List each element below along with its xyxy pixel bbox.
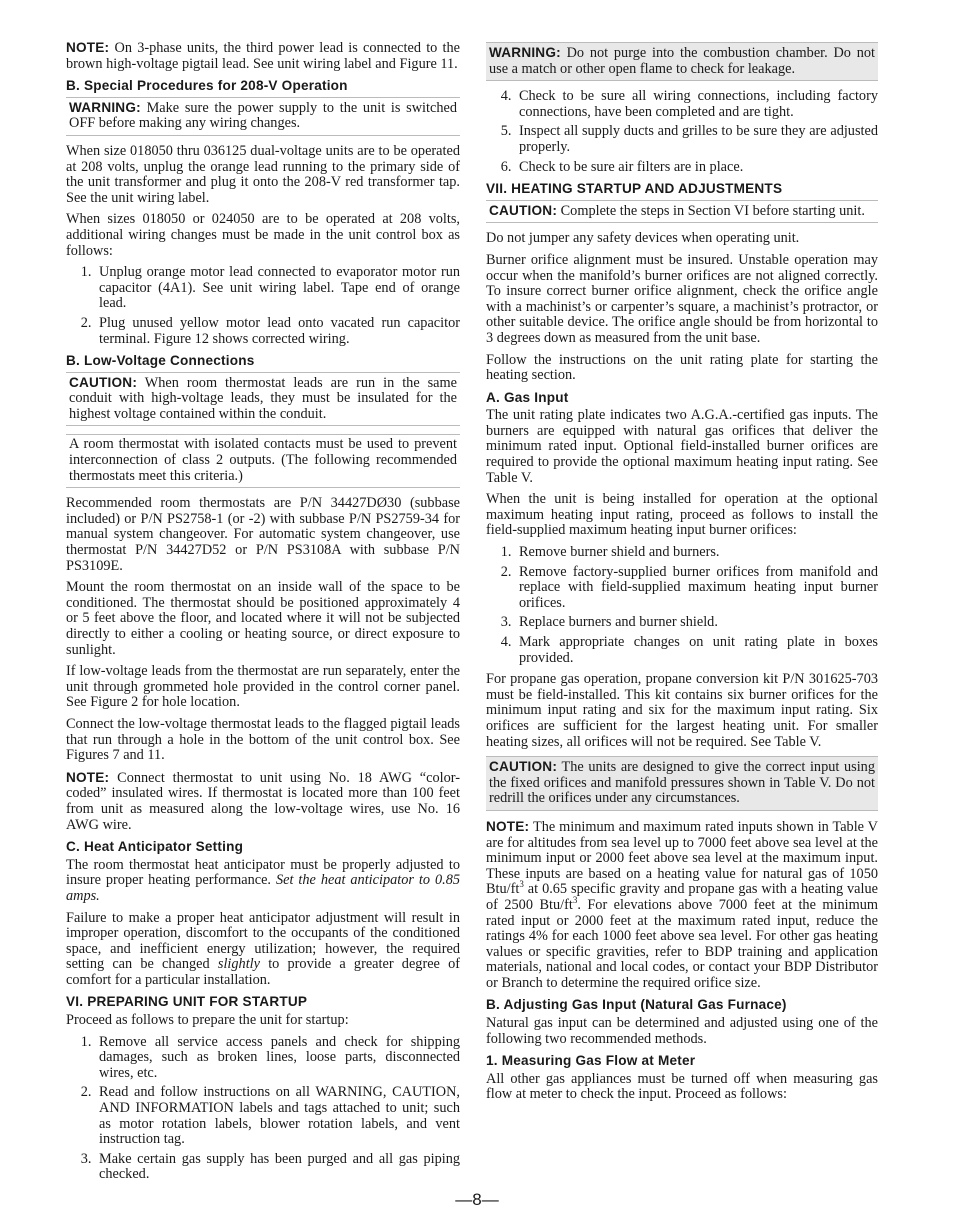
- paragraph: Mount the room thermostat on an inside wall of the space to be conditioned. The thermostat should be positioned approximately 4 or 5 feet above the floor, and located where it will not be subjected directly to either a cooling or heating source, or direct exposure to sunlight.: [66, 579, 460, 658]
- paragraph: All other gas appliances must be turned off when measuring gas flow at meter to check the input. Proceed as follows:: [486, 1070, 878, 1103]
- caution-box-conduit: [66, 372, 460, 427]
- paragraph: [66, 858, 460, 905]
- note-label: NOTE:: [66, 40, 110, 55]
- list-item: 4. Mark appropriate changes on unit rating plate in boxes provided.: [515, 635, 878, 666]
- list-item: 6. Check to be sure air filters are in place.: [515, 160, 878, 176]
- list-item: 1. Remove burner shield and burners.: [515, 545, 878, 561]
- paragraph: Proceed as follows to prepare the unit for startup:: [66, 1012, 349, 1029]
- wiring-steps-list: [66, 265, 460, 347]
- warning-label: WARNING:: [69, 99, 141, 115]
- paragraph: Connect the low-voltage thermostat leads to the flagged pigtail leads that run through a hole in the bottom of the unit control box. See Figures 7 and 11.: [66, 715, 460, 764]
- paragraph: Burner orifice alignment must be insured. Unstable operation may occur when the manifold’s burner orifices are not aligned correctly. To insure correct burner orifice alignment, check the orifice angle with a machinist’s or carpenter’s square, a machinist’s protractor, or other suitable device. The orifice angle should be from horizontal to 3 degrees down as measured from the unit base.: [486, 251, 878, 346]
- superscript: 3: [572, 895, 578, 906]
- startup-steps-list-continued: [486, 89, 878, 175]
- paragraph: When size 018050 thru 036125 dual-voltage units are to be operated at 208 volts, unplug the orange lead running to the primary side of the unit transformer and plug it onto the 208-V red transformer tap. See the unit wiring label.: [66, 142, 460, 206]
- note-altitude: [486, 819, 878, 992]
- left-column: [66, 40, 460, 1189]
- warning-text: Make sure the power supply to the unit is switched OFF before making any wiring changes.: [69, 99, 457, 132]
- warning-box-power: [66, 97, 460, 136]
- paragraph: For propane gas operation, propane conversion kit P/N 301625-703 must be field-installed. This kit contains six burner orifices for the minimum input rating and six for the maximum input rating. Six orifices are sufficient for the largest heating unit. For smaller heating sizes, all orifices will not be required. See Table V.: [486, 671, 878, 750]
- text: The room thermostat heat anticipator must be properly adjusted to insure proper heating performance.: [66, 856, 460, 889]
- caution-label: CAUTION:: [69, 374, 138, 390]
- paragraph: [66, 911, 460, 989]
- note-text: On 3-phase units, the third power lead is connected to the brown high-voltage pigtail lead. See unit wiring label and Figure 11.: [66, 40, 461, 72]
- caution-box-section-vi: [486, 200, 878, 224]
- caution-label: CAUTION:: [489, 202, 558, 218]
- warning-label: WARNING:: [489, 45, 561, 60]
- caution-label: CAUTION:: [489, 759, 558, 775]
- paragraph: When sizes 018050 or 024050 are to be operated at 208 volts, additional wiring changes must be made in the unit control box as follows:: [66, 211, 460, 259]
- heading-low-voltage: B. Low-Voltage Connections: [66, 353, 255, 369]
- caution-text: The units are designed to give the correct input using the fixed orifices and manifold pressures shown in Table V. Do not redrill the orifices under any circumstances.: [489, 759, 875, 807]
- list-item: 1. Unplug orange motor lead connected to evaporator motor run capacitor (4A1). See unit wiring label. Tape end of orange lead.: [95, 265, 460, 312]
- heading-heating-startup: VII. HEATING STARTUP AND ADJUSTMENTS: [486, 181, 783, 197]
- caution-box-orifices: [486, 756, 878, 811]
- text: Failure to make a proper heat anticipator adjustment will result in improper operation, discomfort to the occupants of the conditioned space, and inefficient energy utilization; however, the required setting can be changed: [66, 909, 460, 973]
- note-label: NOTE:: [486, 818, 530, 834]
- list-item: 3. Make certain gas supply has been purged and all gas piping checked.: [95, 1152, 460, 1183]
- orifice-steps-list: [486, 545, 878, 666]
- note-label: NOTE:: [66, 769, 110, 785]
- note-3-phase: [66, 40, 460, 72]
- list-item: 2. Plug unused yellow motor lead onto vacated run capacitor terminal. Figure 12 shows corrected wiring.: [95, 316, 460, 347]
- paragraph: The unit rating plate indicates two A.G.A.-certified gas inputs. The burners are equipped with natural gas orifices that deliver the minimum rated input. Optional field-installed burner orifices are required to provide the optional maximum heating input rating. See Table V.: [486, 407, 878, 486]
- list-item: 2. Remove factory-supplied burner orifices from manifold and replace with field-supplied maximum heating input burner orifices.: [515, 565, 878, 612]
- heading-heat-anticipator: C. Heat Anticipator Setting: [66, 839, 244, 855]
- text: at 0.65 specific gravity and propane gas with a heating value of 2500 Btu/ft: [486, 881, 878, 913]
- heading-gas-input: A. Gas Input: [486, 389, 569, 405]
- paragraph: Recommended room thermostats are P/N 34427DØ30 (subbase included) or P/N PS2758-1 (or -2) with subbase P/N PS2759-34 for manual system changeover. For automatic system changeover, use thermostat P/N 34427D52 or P/N PS3108A with subbase P/N PS3109E.: [66, 495, 460, 574]
- text: The minimum and maximum rated inputs shown in Table V are for altitudes from sea level up to 7000 feet above sea level at the minimum input or 2000 feet above sea level at the maximum input. These inputs are based on a heating value for natural gas of 1050 Btu/ft: [486, 818, 879, 898]
- list-item: 4. Check to be sure all wiring connections, including factory connections, have been completed and are tight.: [515, 89, 878, 120]
- heading-208v-procedures: B. Special Procedures for 208-V Operation: [66, 78, 348, 94]
- paragraph: Follow the instructions on the unit rating plate for starting the heating section.: [486, 351, 878, 384]
- heading-measuring-gas-flow: 1. Measuring Gas Flow at Meter: [486, 1053, 696, 1069]
- superscript: 3: [519, 879, 524, 890]
- warning-box-purge: [486, 42, 878, 81]
- emphasis-text: Set the heat anticipator to 0.85 amps.: [66, 872, 460, 904]
- text: to provide a greater degree of comfort for a particular installation.: [66, 956, 461, 988]
- heading-preparing-startup: VI. PREPARING UNIT FOR STARTUP: [66, 994, 308, 1010]
- list-item: 3. Replace burners and burner shield.: [515, 615, 878, 631]
- caution-text: When room thermostat leads are run in the same conduit with high-voltage leads, they must be insulated for the highest voltage contained within the conduit.: [69, 374, 457, 422]
- warning-text: Do not purge into the combustion chamber. Do not use a match or other open flame to check for leakage.: [489, 45, 876, 77]
- list-item: 5. Inspect all supply ducts and grilles to be sure they are adjusted properly.: [515, 124, 878, 155]
- note-text: Connect thermostat to unit using No. 18 AWG “color-coded” insulated wires. If thermostat is located more than 100 feet from unit as measured along the low-voltage wires, use No. 16 AWG wire.: [66, 769, 461, 833]
- page-number: —8—: [455, 1190, 499, 1209]
- right-column: [486, 40, 878, 1109]
- emphasis-text: slightly: [217, 956, 260, 973]
- text: . For elevations above 7000 feet at the minimum rated input or 2000 feet at the maximum rated input, reduce the ratings 4% for each 1000 feet above sea level. For other gas heating values or specific gravities, refer to BDP training and application materials, national and local codes, or contact your BDP Distributor or Branch to determine the required orifice size.: [486, 896, 878, 991]
- paragraph: Natural gas input can be determined and adjusted using one of the following two recommended methods.: [486, 1015, 878, 1047]
- paragraph: If low-voltage leads from the thermostat are run separately, enter the unit through grommeted hole provided in the control corner panel. See Figure 2 for hole location.: [66, 663, 460, 711]
- paragraph: Do not jumper any safety devices when operating unit.: [486, 230, 800, 247]
- heading-adjusting-gas-input: B. Adjusting Gas Input (Natural Gas Furnace): [486, 997, 787, 1013]
- paragraph: A room thermostat with isolated contacts must be used to prevent interconnection of class 2 outputs. (The following recommended thermostats meet this criteria.): [69, 436, 457, 484]
- thermostat-note-box: [66, 434, 460, 488]
- note-wire-gauge: [66, 770, 460, 833]
- list-item: 2. Read and follow instructions on all WARNING, CAUTION, AND INFORMATION labels and tags attached to unit; such as motor rotation labels, blower rotation labels, and vent instruction tag.: [95, 1085, 460, 1147]
- paragraph: When the unit is being installed for operation at the optional maximum heating input rating, proceed as follows to install the field-supplied maximum heating input burner orifices:: [486, 491, 878, 539]
- caution-text: Complete the steps in Section VI before starting unit.: [560, 202, 865, 219]
- startup-steps-list: [66, 1035, 460, 1183]
- list-item: 1. Remove all service access panels and check for shipping damages, such as broken lines, loose parts, disconnected wires, etc.: [95, 1035, 460, 1082]
